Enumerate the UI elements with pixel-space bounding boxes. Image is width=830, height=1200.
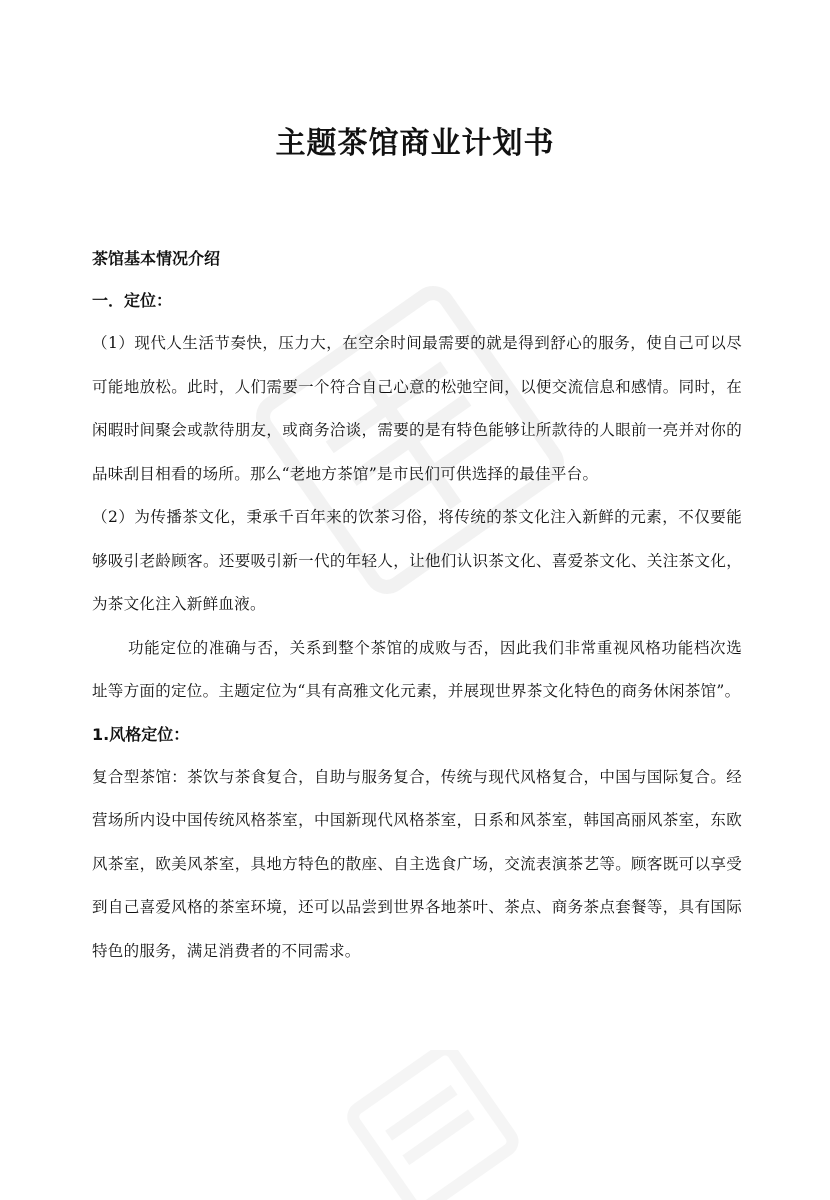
section-heading: 茶馆基本情况介绍 [92, 249, 221, 268]
paragraph-1: （1）现代人生活节奏快，压力大，在空余时间最需要的就是得到舒心的服务，使自己可以尽可能地放松。此时，人们需要一个符合自己心意的松弛空间，以便交流信息和感情。同时，在闲暇时间聚会或款待朋友，或商务洽谈，需要的是有特色能够让所款待的人眼前一亮并对你的品味刮目相看的场所。那么“老地方茶馆”是市民们可供选择的最佳平台。 [92, 334, 742, 483]
document-body [92, 238, 742, 973]
paragraph-2: （2）为传播茶文化，秉承千百年来的饮茶习俗，将传统的茶文化注入新鲜的元素，不仅要能够吸引老龄顾客。还要吸引新一代的年轻人，让他们认识茶文化、喜爱茶文化、关注茶文化，为茶文化注入新鲜血液。 [92, 508, 742, 613]
sub-heading-positioning: 一．定位： [92, 291, 173, 310]
sub-heading-style: 1.风格定位： [92, 724, 190, 744]
paragraph-4: 复合型茶馆：茶饮与茶食复合，自助与服务复合，传统与现代风格复合，中国与国际复合。经营场所内设中国传统风格茶室，中国新现代风格茶室，日系和风茶室，韩国高丽风茶室，东欧风茶室，欧美风茶室，具地方特色的散座、自主选食广场，交流表演茶艺等。顾客既可以享受到自己喜爱风格的茶室环境，还可以品尝到世界各地茶叶、茶点、商务茶点套餐等，具有国际特色的服务，满足消费者的不同需求。 [92, 767, 742, 960]
page-title: 主题茶馆商业计划书 [275, 126, 555, 161]
paragraph-3: 功能定位的准确与否，关系到整个茶馆的成败与否，因此我们非常重视风格功能档次选址等方面的定位。主题定位为“具有高雅文化元素，并展现世界茶文化特色的商务休闲茶馆”。 [92, 638, 742, 700]
stamp-watermark-bottom-icon [330, 1050, 530, 1200]
